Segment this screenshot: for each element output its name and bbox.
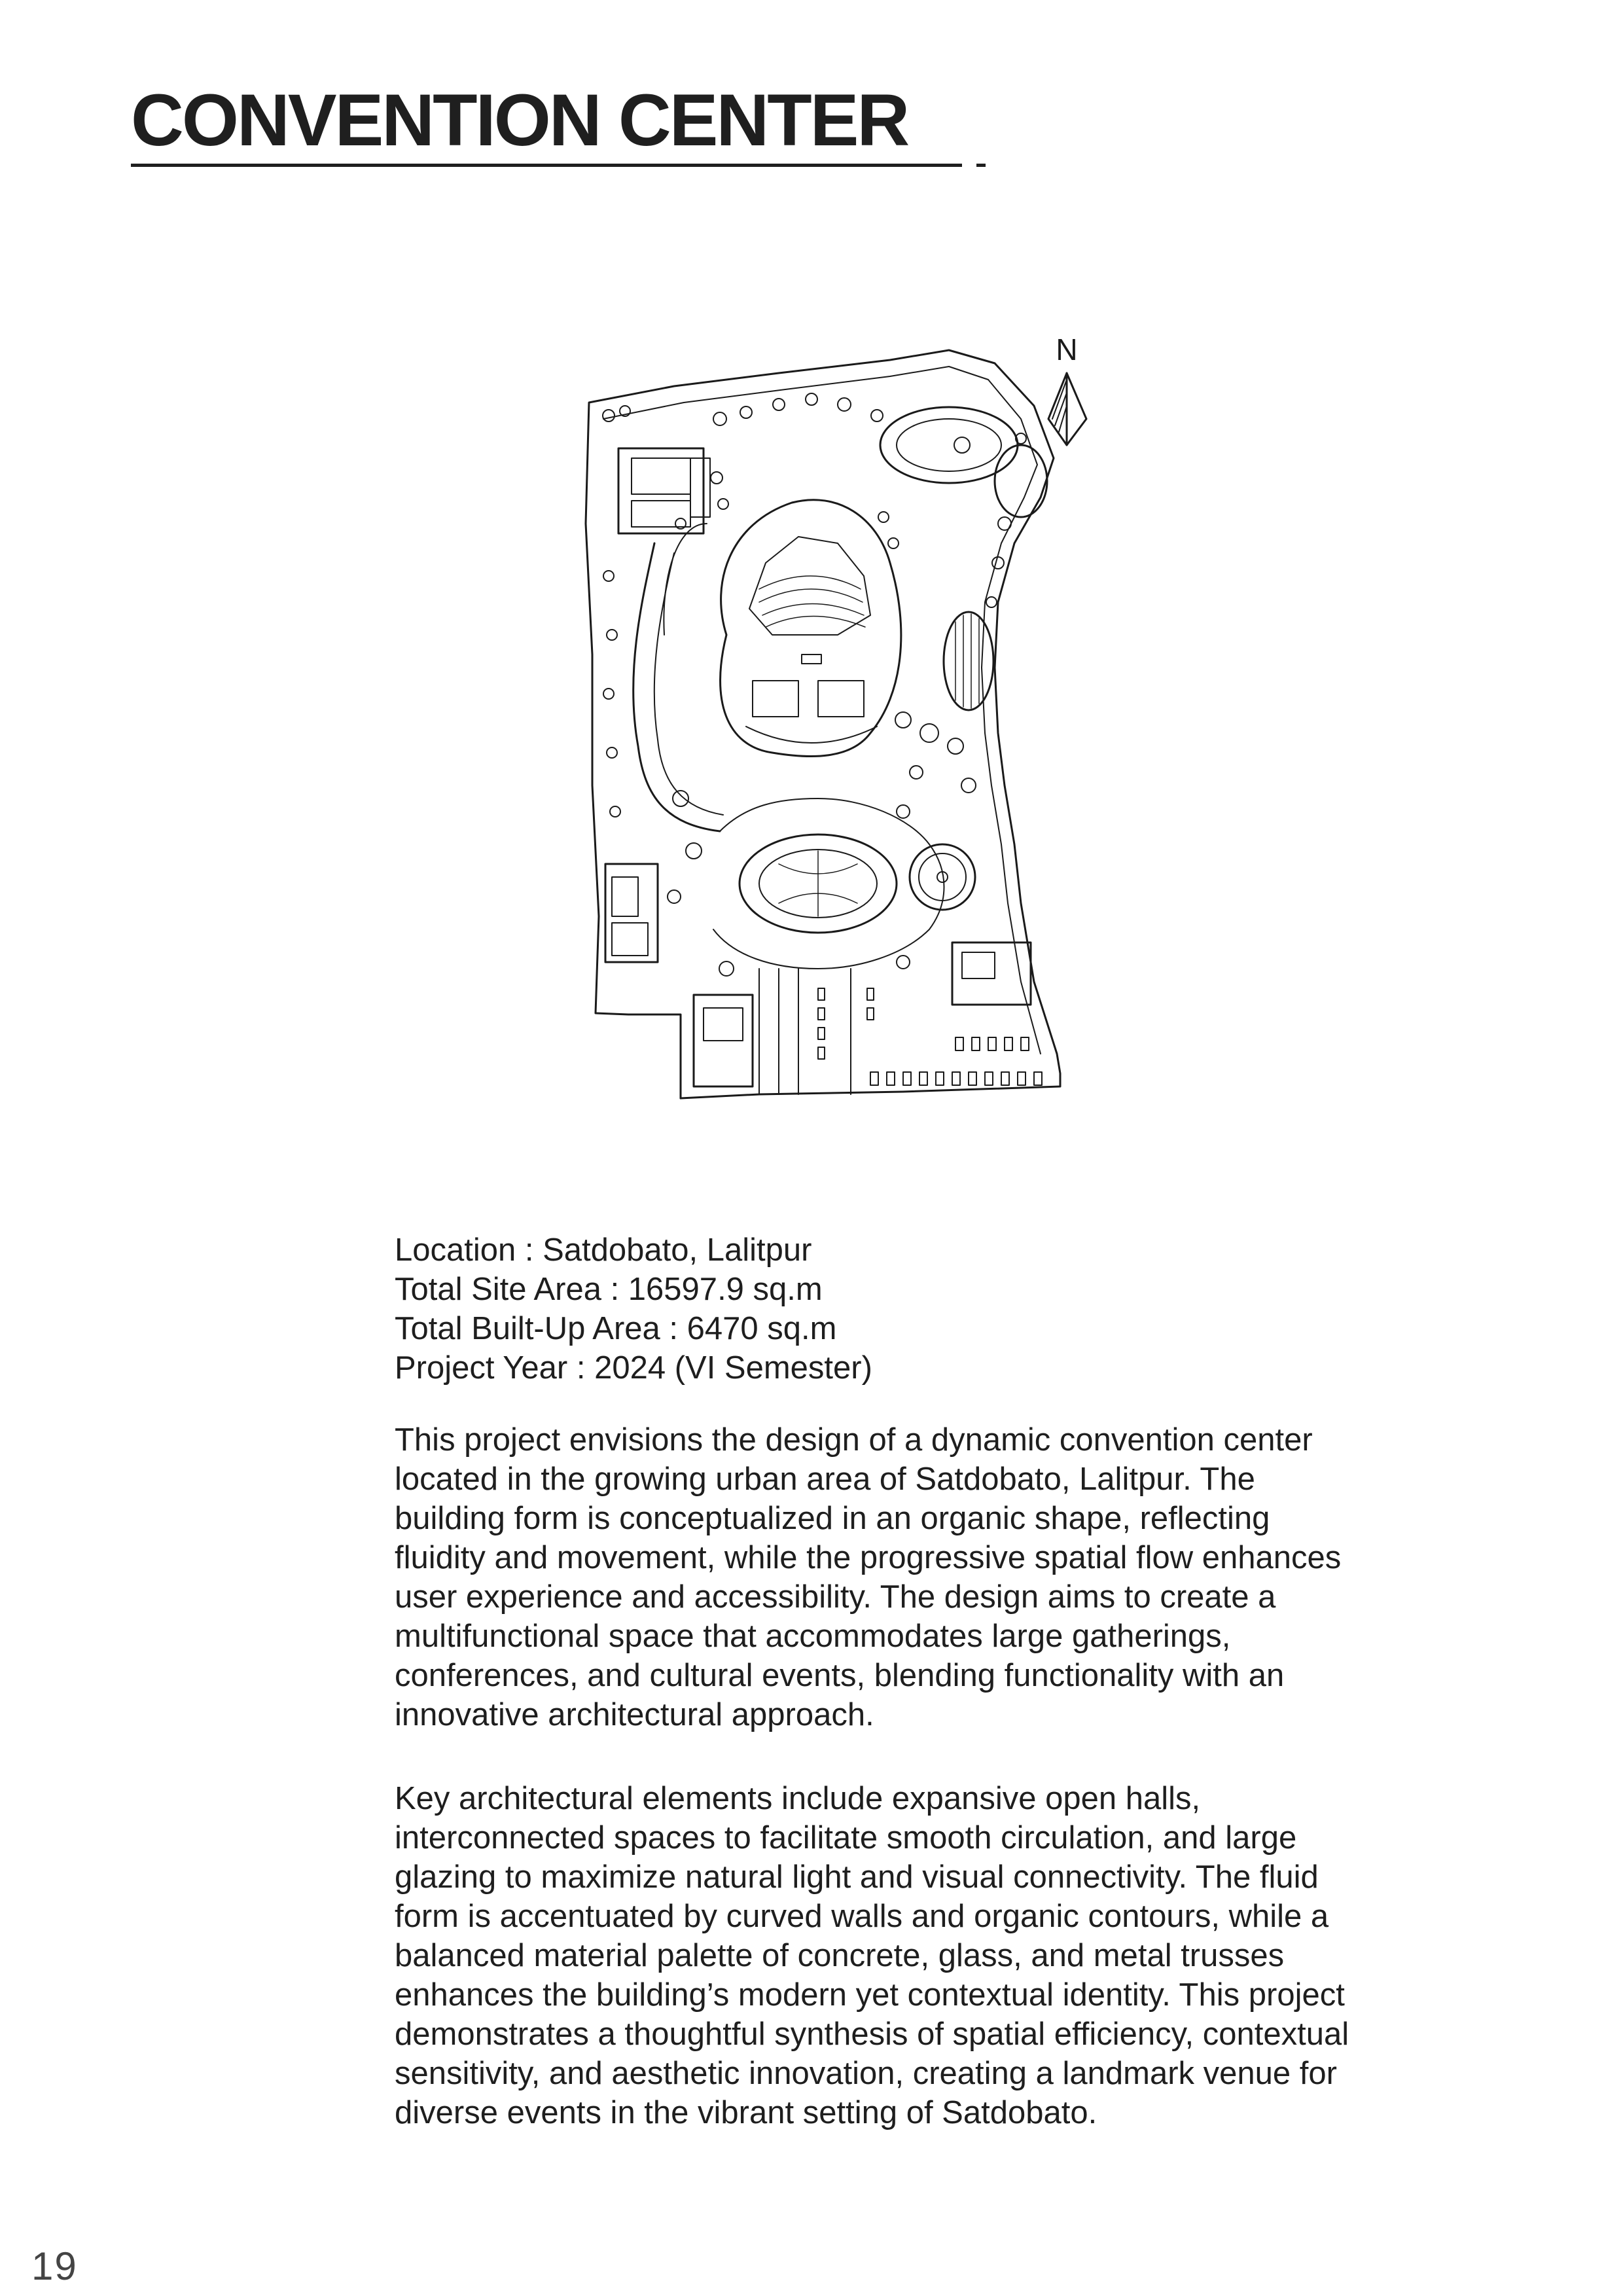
north-label: N xyxy=(1056,332,1078,367)
page-title: CONVENTION CENTER xyxy=(131,79,908,161)
built-up-area-line: Total Built-Up Area : 6470 sq.m xyxy=(395,1311,837,1346)
north-arrow-icon xyxy=(1048,373,1086,445)
location-line: Location : Satdobato, Lalitpur xyxy=(395,1232,812,1268)
project-info xyxy=(395,1230,1350,1388)
description-paragraph-2: Key architectural elements include expansive open halls, interconnected spaces to facilitate smooth circulation, and large glazing to maximize natural light and visual connectivity. The fluid form is accentuated by curved walls and organic contours, while a balanced material palette of concrete, glass, and metal trusses enhances the building’s modern yet contextual identity. This project demonstrates a thoughtful synthesis of spatial efficiency, contextual sensitivity, and aesthetic innovation, creating a landmark venue for diverse events in the vibrant setting of Satdobato. xyxy=(395,1781,1349,2130)
title-underline-tick xyxy=(976,164,986,167)
title-underline xyxy=(131,164,962,167)
description-paragraph-1: This project envisions the design of a dynamic convention center located in the growing urban area of Satdobato, Lalitpur. The building form is conceptualized in an organic shape, reflecting fluidity and movement, while the progressive spatial flow enhances user experience and accessibility. The design aims to create a multifunctional space that accommodates large gatherings, conferences, and cultural events, blending functionality with an innovative architectural approach. xyxy=(395,1422,1342,1732)
project-year-line: Project Year : 2024 (VI Semester) xyxy=(395,1350,872,1386)
page-number: 19 xyxy=(31,2244,78,2288)
site-plan-sketch xyxy=(563,327,1126,1119)
site-area-line: Total Site Area : 16597.9 sq.m xyxy=(395,1272,823,1307)
